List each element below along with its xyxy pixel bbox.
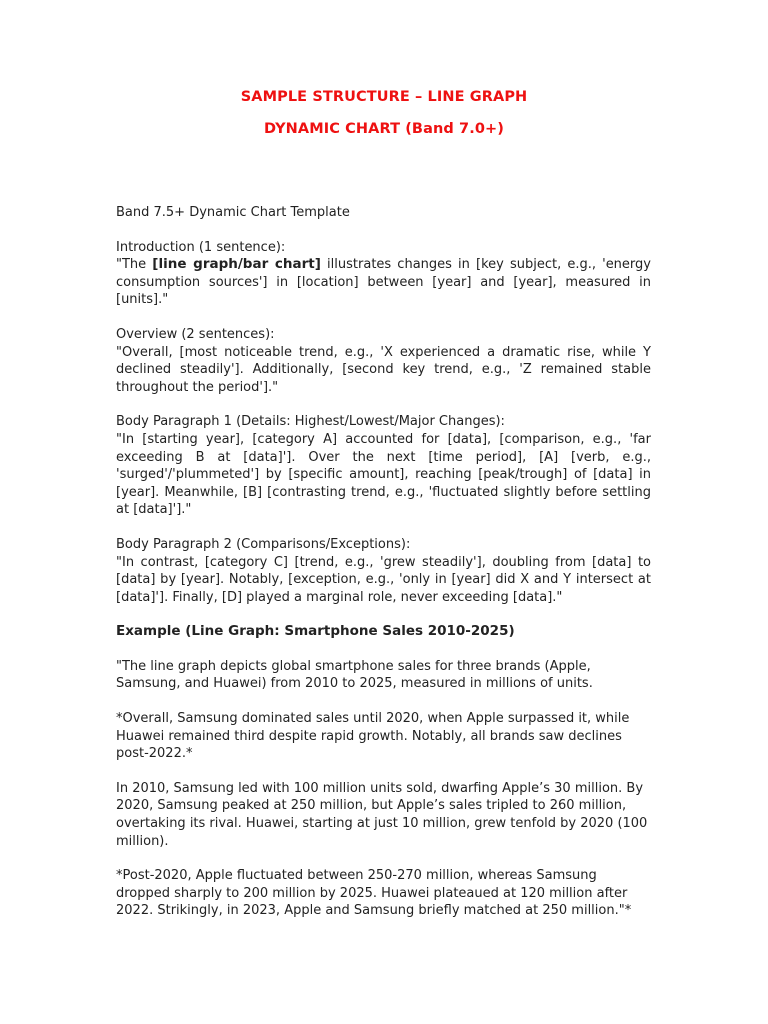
introduction-text-suffix: illustrates changes in [key subject, e.g., 'energy consumption sources'] in [location] between [year] and [year], measured in [units]." (116, 257, 651, 308)
example-paragraph-3: In 2010, Samsung led with 100 million units sold, dwarfing Apple’s 30 million. By 2020, Samsung peaked at 250 million, but Apple’s sales tripled to 260 million, overtaking its rival. Huawei, starting at just 10 million, grew tenfold by 2020 (100 million). (116, 780, 648, 849)
body1-text: "In [starting year], [category A] accounted for [data], [comparison, e.g., 'far exceeding B at [data]']. Over the next [time period], [A] [verb, e.g., 'surged'/'plummeted'] by [specific amount], reaching [peak/trough] of [data] in [year]. Meanwhile, [B] [contrasting trend, e.g., 'fluctuated slightly before settling at [data]']." (116, 431, 651, 518)
body2-label: Body Paragraph 2 (Comparisons/Exceptions): (116, 536, 411, 552)
example-paragraph-1: "The line graph depicts global smartphone sales for three brands (Apple, Samsung, and Huawei) from 2010 to 2025, measured in millions of units. (116, 658, 593, 692)
introduction-text (116, 256, 651, 309)
template-heading: Band 7.5+ Dynamic Chart Template (116, 205, 350, 220)
example-paragraph-4: *Post-2020, Apple fluctuated between 250-270 million, whereas Samsung dropped sharply to 200 million by 2025. Huawei plateaued at 120 million after 2022. Strikingly, in 2023, Apple and Samsung briefly matched at 250 million."* (116, 868, 632, 919)
example-paragraph-2: *Overall, Samsung dominated sales until 2020, when Apple surpassed it, while Huawei remained third despite rapid growth. Notably, all brands saw declines post-2022.* (116, 711, 630, 762)
document-body (116, 204, 651, 920)
overview-label: Overview (2 sentences): (116, 326, 275, 342)
document-title: SAMPLE STRUCTURE – LINE GRAPH (240, 89, 528, 105)
example-heading: Example (Line Graph: Smartphone Sales 2010-2025) (116, 623, 515, 640)
introduction-text-prefix: "The (116, 257, 153, 273)
overview-text: "Overall, [most noticeable trend, e.g., 'X experienced a dramatic rise, while Y declined steadily']. Additionally, [second key trend, e.g., 'Z remained stable throughout the period']." (116, 344, 651, 395)
document-subtitle: DYNAMIC CHART (Band 7.0+) (264, 121, 504, 137)
body1-label: Body Paragraph 1 (Details: Highest/Lowest/Major Changes): (116, 414, 505, 430)
introduction-text-bold: [line graph/bar chart] (152, 256, 321, 273)
introduction-label: Introduction (1 sentence): (116, 239, 286, 255)
body2-text: "In contrast, [category C] [trend, e.g., 'grew steadily'], doubling from [data] to [data] by [year]. Notably, [exception, e.g., 'only in [year] did X and Y intersect at [data]']. Finally, [D] played a marginal role, never exceeding [data]." (116, 554, 651, 605)
